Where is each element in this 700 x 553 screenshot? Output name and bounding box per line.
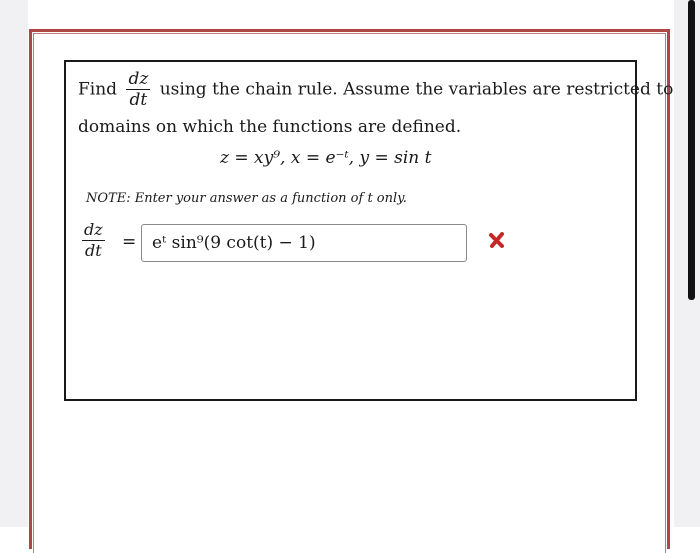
scrollbar[interactable] — [688, 0, 695, 300]
answer-label-fraction — [82, 221, 105, 260]
right-margin — [674, 0, 700, 527]
find-label: Find — [78, 79, 118, 100]
left-margin — [0, 0, 28, 527]
answer-input[interactable] — [141, 224, 467, 262]
instruction-line-2: domains on which the functions are defined. — [78, 117, 462, 137]
derivative-numerator: dz — [128, 69, 149, 89]
answer-label-numerator: dz — [84, 220, 103, 239]
derivative-denominator: dt — [129, 90, 148, 110]
instruction-line-1 — [78, 70, 673, 109]
problem-box — [64, 60, 674, 401]
instruction-text: using the chain rule. Assume the variables are restricted to — [159, 79, 674, 100]
given-equations: z = xy⁹, x = e⁻ᵗ, y = sin t — [220, 148, 432, 168]
derivative-fraction — [126, 70, 150, 109]
x-mark-icon — [488, 231, 506, 249]
equals-sign: = — [122, 232, 137, 252]
answer-label-denominator: dt — [85, 241, 102, 260]
answer-note: NOTE: Enter your answer as a function of t only. — [86, 191, 407, 206]
